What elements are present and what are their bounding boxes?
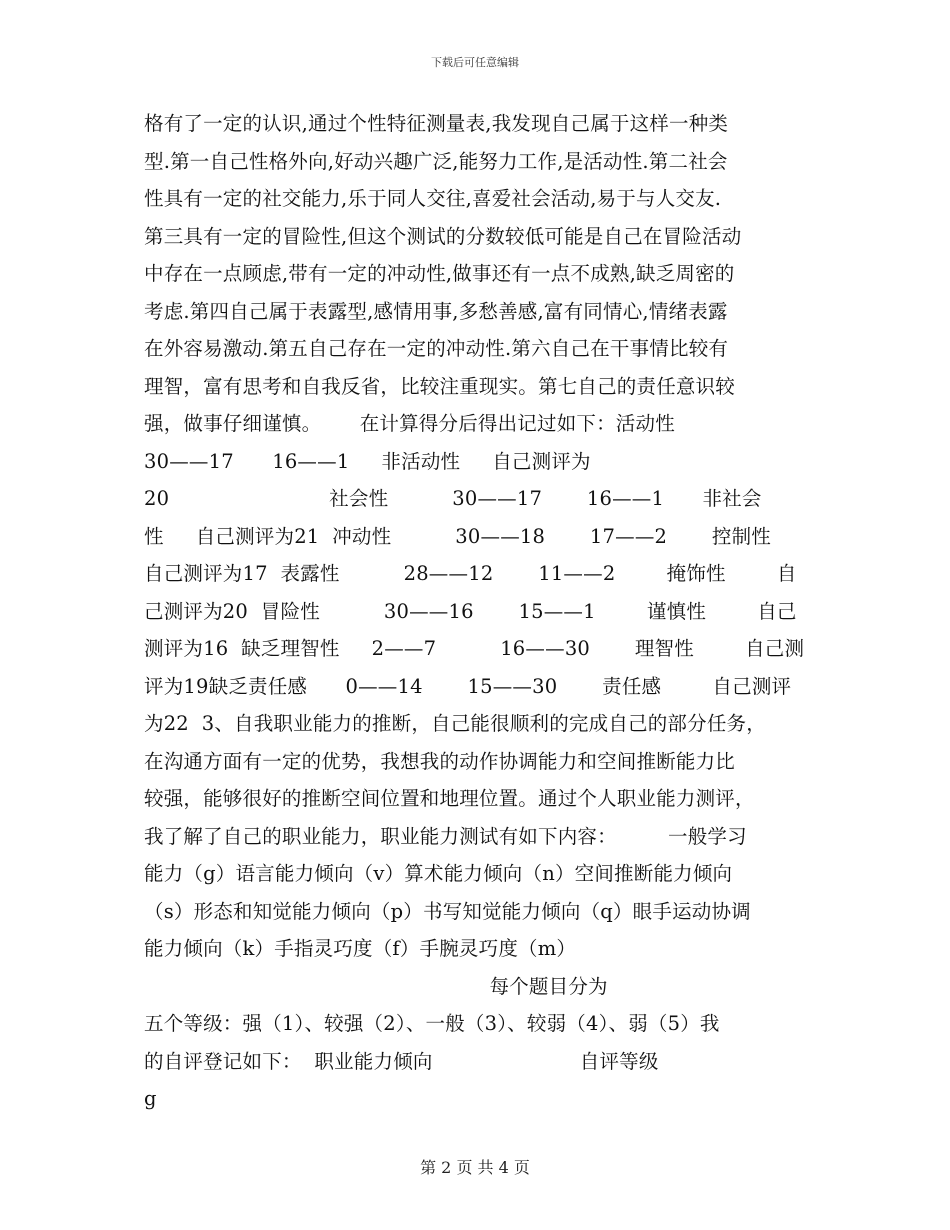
text-line: 为22 3、自我职业能力的推断，自己能很顺利的完成自己的部分任务， xyxy=(144,712,766,735)
text-line: 五个等级：强（1）、较强（2）、一般（3）、较弱（4）、弱（5）我 xyxy=(144,1012,720,1035)
text-line: 测评为16 缺乏理智性 2——7 16——30 理智性 自己测 xyxy=(144,637,805,660)
text-line: 我了解了自己的职业能力，职业能力测试有如下内容： 一般学习 xyxy=(144,824,747,848)
text-line: （s）形态和知觉能力倾向（p）书写知觉能力倾向（q）眼手运动协调 xyxy=(144,899,751,923)
text-line: 较强，能够很好的推断空间位置和地理位置。通过个人职业能力测评， xyxy=(144,787,755,810)
text-line: 在外容易激动.第五自己存在一定的冲动性.第六自己在干事情比较有 xyxy=(144,337,729,360)
text-line: 考虑.第四自己属于表露型,感情用事,多愁善感,富有同情心,情绪表露 xyxy=(144,299,728,323)
text-line: 能力倾向（k）手指灵巧度（f）手腕灵巧度（m） xyxy=(144,937,577,960)
text-line: 能力（g）语言能力倾向（v）算术能力倾向（n）空间推断能力倾向 xyxy=(144,862,733,885)
text-line: 在沟通方面有一定的优势，我想我的动作协调能力和空间推断能力比 xyxy=(144,749,736,773)
text-line: 性 自己测评为21 冲动性 30——18 17——2 控制性 xyxy=(144,524,772,548)
text-line: g xyxy=(144,1087,157,1110)
page-footer: 第 2 页 共 4 页 xyxy=(420,1158,530,1177)
text-line: 中存在一点顾虑,带有一定的冲动性,做事还有一点不成熟,缺乏周密的 xyxy=(144,262,735,285)
text-line: 自己测评为17 表露性 28——12 11——2 掩饰性 自 xyxy=(144,562,797,585)
page-header: 下载后可任意编辑 xyxy=(431,56,519,69)
text-line: 30——17 16——1 非活动性 自己测评为 xyxy=(144,449,591,473)
text-line: 性具有一定的社交能力,乐于同人交往,喜爱社会活动,易于与人交友. xyxy=(144,187,722,210)
text-line: 第三具有一定的冒险性,但这个测试的分数较低可能是自己在冒险活动 xyxy=(144,224,742,248)
text-line: 格有了一定的认识,通过个性特征测量表,我发现自己属于这样一种类 xyxy=(144,112,729,135)
text-line: 每个题目分为 xyxy=(144,974,608,998)
text-line: 型.第一自己性格外向,好动兴趣广泛,能努力工作,是活动性.第二社会 xyxy=(144,149,728,173)
text-line: 理智，富有思考和自我反省，比较注重现实。第七自己的责任意识较 xyxy=(144,374,736,398)
text-line: 己测评为20 冒险性 30——16 15——1 谨慎性 自己 xyxy=(144,599,797,623)
text-line: 20 社会性 30——17 16——1 非社会 xyxy=(144,487,762,510)
text-line: 的自评登记如下： 职业能力倾向 自评等级 xyxy=(144,1049,659,1073)
text-line: 评为19缺乏责任感 0——14 15——30 责任感 自己测评 xyxy=(144,674,792,698)
text-line: 强，做事仔细谨慎。 在计算得分后得出记过如下：活动性 xyxy=(144,412,675,435)
